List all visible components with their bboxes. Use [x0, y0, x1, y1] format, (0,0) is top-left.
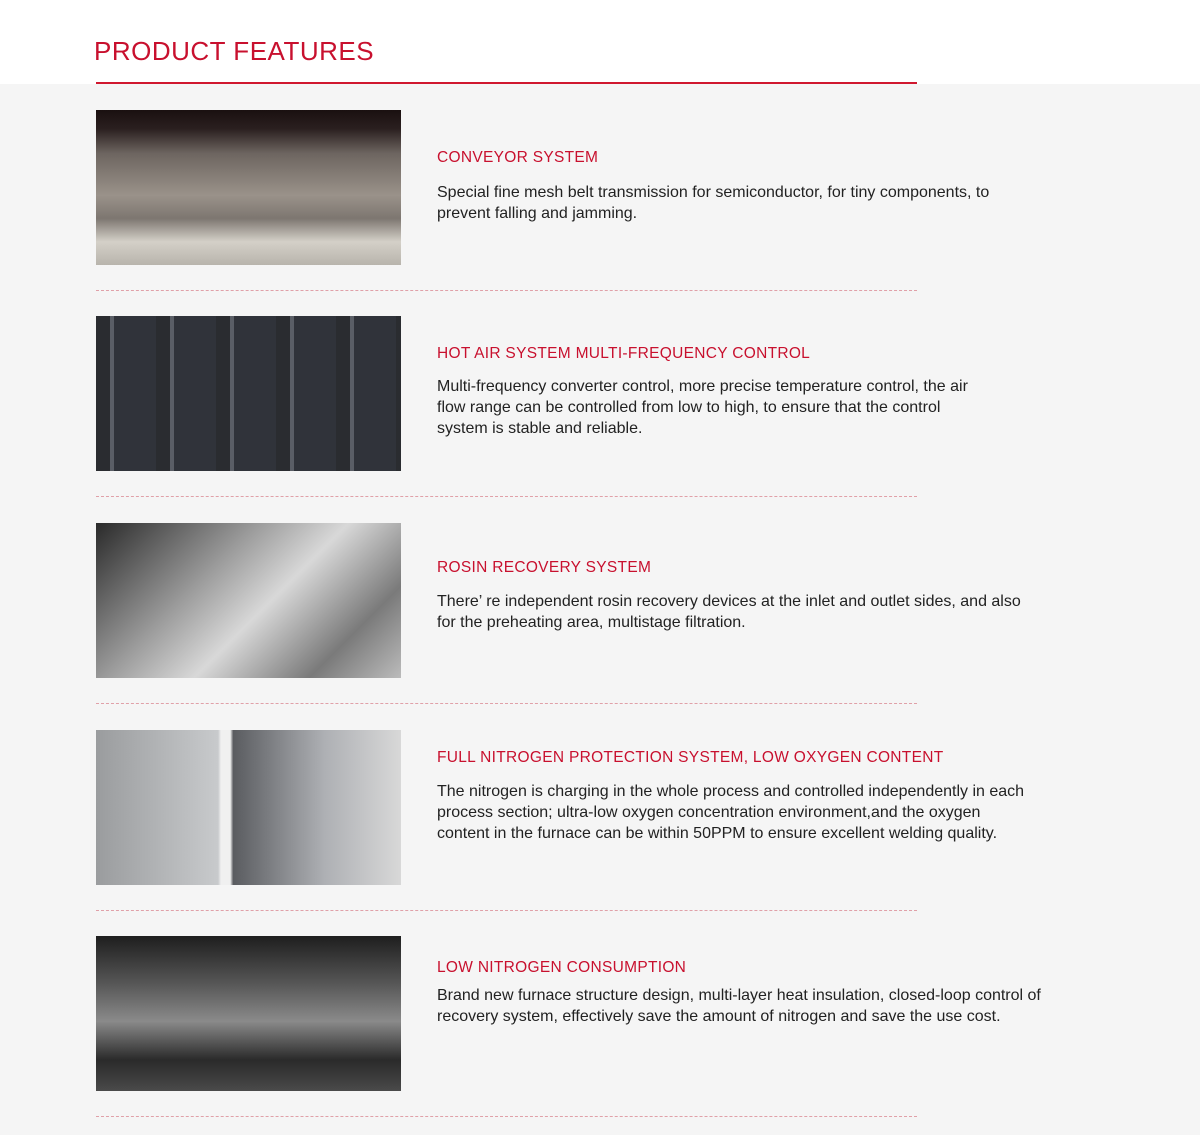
rosin-recovery-image [96, 523, 401, 678]
feature-description: Multi-frequency converter control, more precise temperature control, the air flow range can be controlled from low to high, to ensure that the control system is stable and reliable. [437, 378, 968, 437]
low-nitrogen-consumption-image [96, 936, 401, 1091]
title-underline [96, 82, 917, 84]
feature-description: There’ re independent rosin recovery devices at the inlet and outlet sides, and also for the preheating area, multistage filtration. [437, 593, 1021, 631]
divider [96, 703, 917, 704]
nitrogen-protection-image [96, 730, 401, 885]
feature-title: FULL NITROGEN PROTECTION SYSTEM, LOW OXYGEN CONTENT [437, 749, 944, 766]
feature-description: Brand new furnace structure design, multi-layer heat insulation, closed-loop control of recovery system, effectively save the amount of nitrogen and save the use cost. [437, 987, 1041, 1025]
page-title: PRODUCT FEATURES [94, 36, 375, 66]
feature-title: CONVEYOR SYSTEM [437, 149, 599, 166]
feature-title: ROSIN RECOVERY SYSTEM [437, 559, 652, 576]
feature-title: LOW NITROGEN CONSUMPTION [437, 959, 687, 976]
divider [96, 496, 917, 497]
feature-description: Special fine mesh belt transmission for semiconductor, for tiny components, to prevent falling and jamming. [437, 184, 990, 222]
divider [96, 1116, 917, 1117]
divider [96, 290, 917, 291]
feature-title: HOT AIR SYSTEM MULTI-FREQUENCY CONTROL [437, 345, 811, 362]
divider [96, 910, 917, 911]
conveyor-system-image [96, 110, 401, 265]
feature-description: The nitrogen is charging in the whole process and controlled independently in each process section; ultra-low oxygen concentration environment,and the oxygen content in the furnace can be within 50PPM to ensure excellent welding quality. [437, 783, 1025, 842]
hot-air-system-image [96, 316, 401, 471]
